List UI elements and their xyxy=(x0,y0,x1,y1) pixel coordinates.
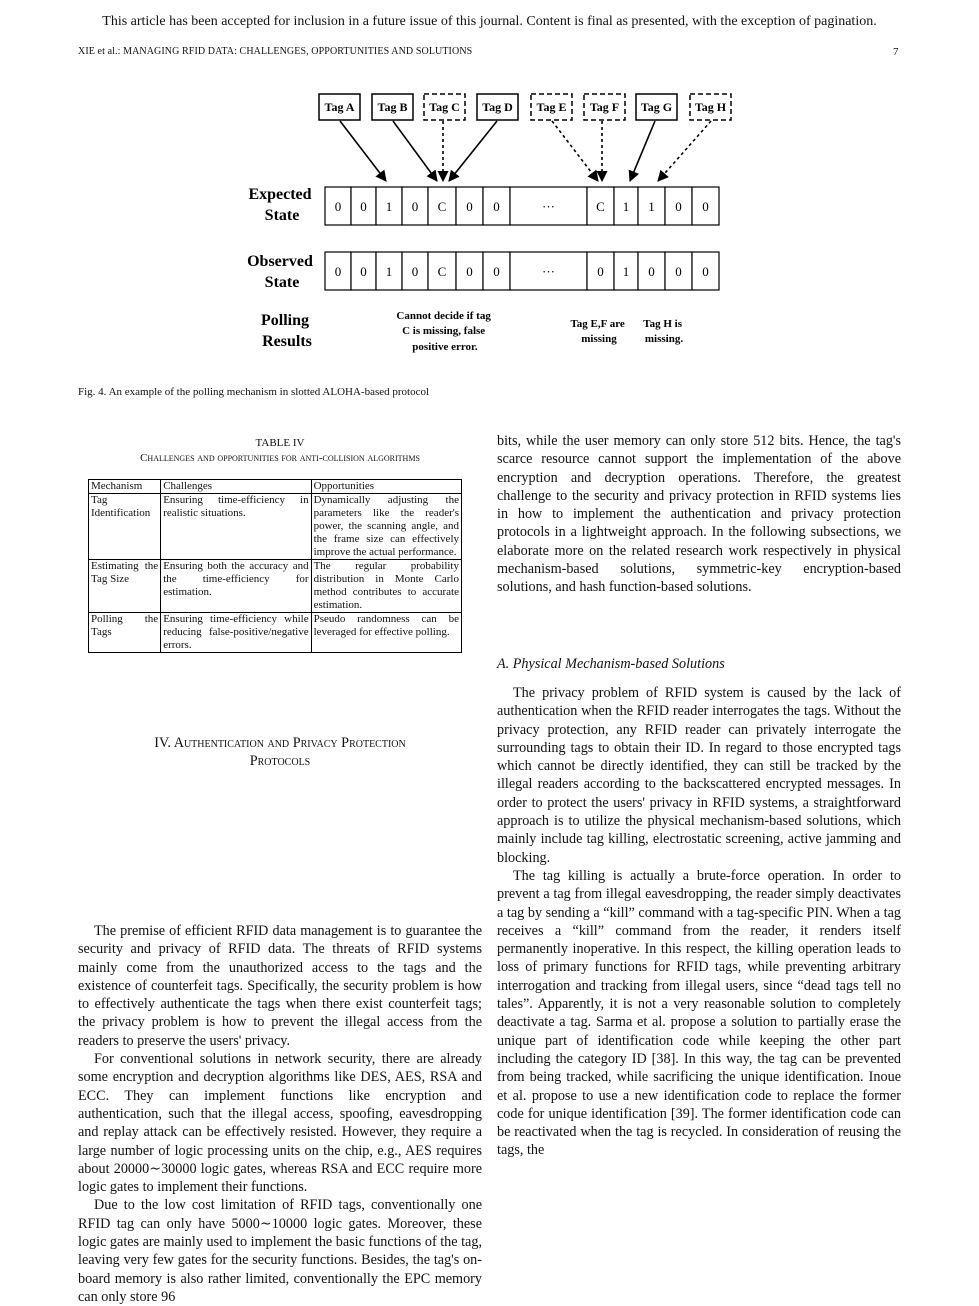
page-number: 7 xyxy=(893,46,899,58)
state-cell-value: 1 xyxy=(385,264,393,279)
table-header-row xyxy=(89,480,462,494)
table-cell: The regular probability distribution in Monte Carlo method contributes to accurate estimation. xyxy=(311,560,461,613)
table-cell: Estimating the Tag Size xyxy=(89,560,161,613)
table-row xyxy=(89,494,462,560)
tag-label: Tag G xyxy=(640,100,673,114)
section-heading-line: Protocols xyxy=(249,753,311,769)
tag-boxes xyxy=(319,94,731,120)
state-cell-value: C xyxy=(437,264,447,279)
state-cell-value: 0 xyxy=(466,264,473,279)
table-header: Opportunities xyxy=(311,480,461,494)
subsection-heading: A. Physical Mechanism-based Solutions xyxy=(497,656,725,672)
state-cell-value: 0 xyxy=(360,199,367,214)
state-cell-value: 0 xyxy=(597,264,604,279)
table-cell: Dynamically adjusting the parameters like the reader's power, the scanning angle, and the frame size can effectively improve the actual performance. xyxy=(311,494,461,560)
right-column-text xyxy=(497,684,901,1160)
state-cell-value: 0 xyxy=(466,199,473,214)
running-head: XIE et al.: MANAGING RFID DATA: CHALLENGES, OPPORTUNITIES AND SOLUTIONS xyxy=(78,46,473,57)
state-cell-value: 0 xyxy=(493,264,500,279)
tag-label: Tag C xyxy=(429,100,460,114)
state-cell-value: 1 xyxy=(648,199,655,214)
table-row xyxy=(89,560,462,613)
state-cell-value: 0 xyxy=(360,264,367,279)
state-cell-value: ··· xyxy=(542,199,555,214)
observed-state-row xyxy=(325,252,719,290)
paragraph: The premise of efficient RFID data management is to guarantee the security and privacy of RFID data. The threats of RFID systems mainly come from the unauthorized access to the tags and the existence of counterfeit tags. Specifically, the security problem is how to effectively authenticate the tags when there exist counterfeit tags; the privacy problem is how to prevent the illegal access from the readers to preserve the users' privacy. xyxy=(78,923,482,1049)
state-cell-value: 1 xyxy=(385,199,393,214)
result-tag-ef: Tag E,F are missing xyxy=(570,318,625,345)
table-title: TABLE IV xyxy=(255,437,305,449)
state-cell-value: 0 xyxy=(675,199,682,214)
table-cell: Pseudo randomness can be leveraged for effective polling. xyxy=(311,613,461,653)
section-heading xyxy=(78,734,482,770)
section-heading-line: IV. Authentication and Privacy Protection xyxy=(154,735,406,751)
paragraph: bits, while the user memory can only store 512 bits. Hence, the tag's scarce resource cannot support the implementation of the above encryption and decryption operations. Therefore, the greatest challenge to the security and privacy protection in RFID systems lies in how to implement the authentication and privacy protection protocols in a lightweight approach. In the following subsections, we elaborate more on the related research work respectively in physical mechanism-based solutions, symmetric-key encryption-based solutions, and hash function-based solutions. xyxy=(497,433,901,596)
state-cell-value: 0 xyxy=(493,199,500,214)
observed-state-label: Observed State xyxy=(247,253,313,291)
state-cell-value: C xyxy=(437,199,447,214)
state-cell-value: 0 xyxy=(702,264,709,279)
state-cell-value: 0 xyxy=(702,199,709,214)
paragraph: The tag killing is actually a brute-force operation. In order to prevent a tag from illegal eavesdropping, the reader simply deactivates a tag by sending a “kill” command with a tag-specific PIN. When a tag receives a “kill” command from the reader, it renders itself permanently inoperative. In this respect, the killing operation leads to loss of primary functions for RFID tags, while preventing arbitrary interrogation and tracking from illegal users, since “dead tags tell no tales”. Apparently, it is not a very reasonable solution to completely deactivate a tag. Sarma et al. propose a solution to partially erase the unique part of identification code while keeping the other part including the category ID [38]. In this way, the tag can be prevented from being tracked, while sacrificing the unique identification. Inoue et al. propose to use a new identification code to replace the former code for unique identification [39]. The former identification code can be reactivated when the tag is recycled. In consideration of reusing the tags, the xyxy=(497,867,901,1159)
right-column-intro xyxy=(497,432,901,597)
state-cell-value: 0 xyxy=(411,264,419,279)
paragraph: For conventional solutions in network security, there are already some encryption and decryption algorithms like DES, AES, RSA and ECC. They can implement functions like encryption and authentication, such that the illegal access, spoofing, eavesdropping and replay attack can be effectively resisted. However, they require a large number of logic processing units on the chip, e.g., AES requires about 20000∼30000 logic gates, whereas RSA and ECC require more logic gates to implement their functions. xyxy=(78,1051,482,1196)
result-tag-c: Cannot decide if tag C is missing, false positive error. xyxy=(396,310,491,353)
paragraph: Due to the low cost limitation of RFID tags, conventionally one RFID tag can only have 5000∼10000 logic gates. Moreover, these logic gates are mainly used to implement the basic functions of the tag, leaving very few gates for the security functions. Besides, the tag's on-board memory is also rather limited, conventionally the EPC memory can only store 96 xyxy=(78,1197,482,1305)
acceptance-note: This article has been accepted for inclusion in a future issue of this journal. Content is final as presented, with the exception of pagination. xyxy=(102,14,877,29)
arrow-tag-h xyxy=(658,121,711,181)
state-cell-value: 0 xyxy=(675,264,682,279)
anti-collision-table xyxy=(88,479,462,653)
table-cell: Ensuring time-efficiency in realistic situations. xyxy=(161,494,311,560)
state-cell-value: 0 xyxy=(648,264,655,279)
left-column-text xyxy=(78,922,482,1306)
polling-results-label: Polling Results xyxy=(260,312,312,350)
table-subtitle: Challenges and opportunities for anti-collision algorithms xyxy=(140,452,420,464)
tag-label: Tag D xyxy=(482,100,513,114)
table-cell: Ensuring both the accuracy and the time-efficiency for estimation. xyxy=(161,560,311,613)
expected-state-row xyxy=(325,187,719,225)
arrow-tag-g xyxy=(630,121,655,181)
state-cell-value: 0 xyxy=(334,199,342,214)
figure-caption: Fig. 4. An example of the polling mechanism in slotted ALOHA-based protocol xyxy=(78,386,430,398)
table-row xyxy=(89,613,462,653)
arrow-tag-b xyxy=(393,121,437,181)
table-header: Challenges xyxy=(161,480,311,494)
arrow-tag-a xyxy=(340,121,386,181)
arrow-tag-e xyxy=(552,121,598,181)
table-cell: Polling the Tags xyxy=(89,613,161,653)
tag-arrows xyxy=(340,121,711,181)
result-tag-h: Tag H is missing. xyxy=(643,318,684,345)
table-cell: Ensuring time-efficiency while reducing false-positive/negative errors. xyxy=(161,613,311,653)
state-cell-value: 0 xyxy=(334,264,342,279)
tag-label: Tag B xyxy=(377,100,408,114)
state-cell-value: ··· xyxy=(542,264,555,279)
tag-label: Tag A xyxy=(324,100,355,114)
tag-label: Tag E xyxy=(536,100,567,114)
expected-state-label: Expected State xyxy=(248,186,312,224)
paragraph: The privacy problem of RFID system is caused by the lack of authentication when the RFID reader interrogates the tags. Without the privacy protection, any RFID reader can privately interrogate the surrounding tags to obtain their ID. In regard to those encrypted tags which cannot be directly identified, they can still be tracked by the illegal readers according to the backscattered encrypted messages. In order to protect the users' privacy in RFID systems, a straightforward approach is to utilize the physical mechanism-based solutions, which mainly include tag killing, electrostatic screening, active jamming and blocking. xyxy=(497,685,901,866)
table-header: Mechanism xyxy=(89,480,161,494)
polling-figure xyxy=(0,0,979,380)
state-cell-value: 0 xyxy=(411,199,419,214)
state-cell-value: 1 xyxy=(622,264,630,279)
tag-label: Tag H xyxy=(694,100,727,114)
arrow-tag-d xyxy=(449,121,497,181)
tag-label: Tag F xyxy=(589,100,620,114)
state-cell-value: 1 xyxy=(622,199,630,214)
state-cell-value: C xyxy=(596,199,605,214)
table-cell: Tag Identification xyxy=(89,494,161,560)
